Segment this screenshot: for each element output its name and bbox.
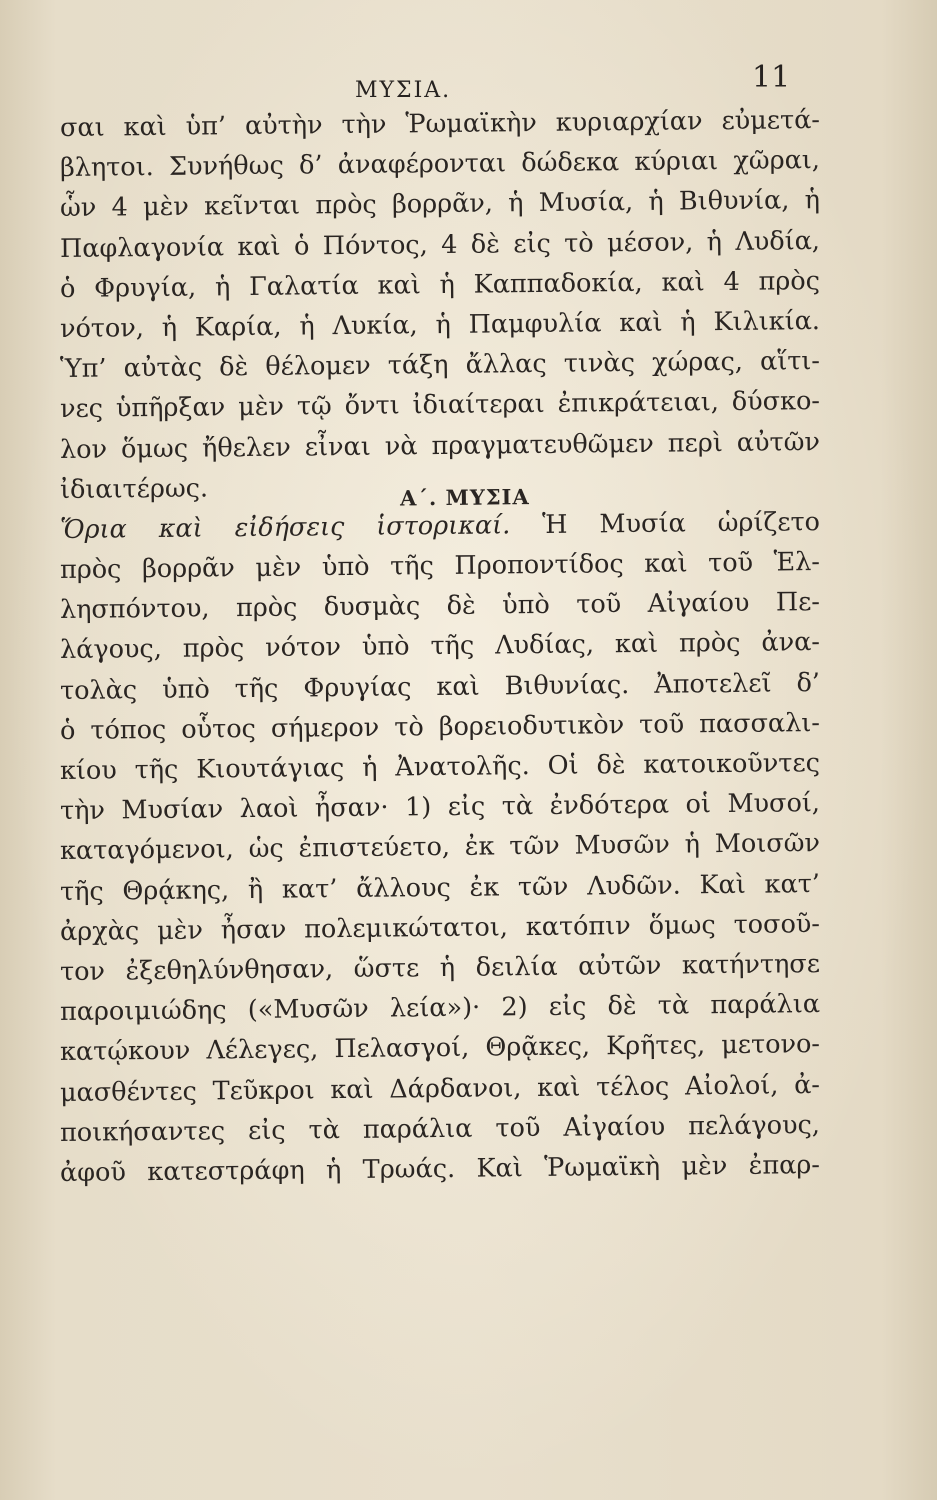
text-line: κίου τῆς Κιουτάγιας ἡ Ἀνατολῆς. Οἱ δὲ κατοικοῦντες: [59, 748, 821, 786]
text-line: καταγόμενοι, ὡς ἐπιστεύετο, ἐκ τῶν Μυσῶν ἡ Μοισῶν: [59, 828, 821, 867]
text-line: Παφλαγονία καὶ ὁ Πόντος, 4 δὲ εἰς τὸ μέσον, ἡ Λυδία,: [59, 225, 821, 264]
running-head: [0, 60, 937, 104]
text-line: λάγους, πρὸς νότον ὑπὸ τῆς Λυδίας, καὶ πρὸς ἀνα-: [59, 627, 821, 666]
text-line: ποικήσαντες εἰς τὰ παράλια τοῦ Αἰγαίου πελάγους,: [59, 1109, 821, 1148]
text-line: βλητοι. Συνήθως δ’ ἀναφέρονται δώδεκα κύριαι χῶραι,: [59, 145, 821, 184]
text-line: ἀφοῦ κατεστράφη ἡ Τρωάς. Καὶ Ῥωμαϊκὴ μὲν ἐπαρ-: [59, 1149, 821, 1188]
paragraph-end-text: ἰδιαιτέρως.: [59, 473, 209, 505]
text-line: Ὑπ’ αὐτὰς δὲ θέλομεν τάξη ἄλλας τινὰς χώρας, αἵτι-: [59, 346, 821, 385]
text-line: σαι καὶ ὑπ’ αὐτὴν τὴν Ῥωμαϊκὴν κυριαρχίαν εὐμετά-: [59, 105, 821, 143]
text-line: πρὸς βορρᾶν μὲν ὑπὸ τῆς Προποντίδος καὶ τοῦ Ἑλ-: [59, 547, 821, 586]
text-line: ὁ τόπος οὗτος σήμερον τὸ βορειοδυτικὸν τοῦ πασσαλι-: [59, 707, 821, 746]
text-line: ὁ Φρυγία, ἡ Γαλατία καὶ ἡ Καππαδοκία, καὶ 4 πρὸς: [59, 265, 821, 304]
text-line: τολὰς ὑπὸ τῆς Φρυγίας καὶ Βιθυνίας. Ἀποτελεῖ δ’: [59, 667, 821, 706]
text-line: ὧν 4 μὲν κεῖνται πρὸς βορρᾶν, ἡ Μυσία, ἡ Βιθυνία, ἡ: [59, 185, 821, 224]
text-line: ἀρχὰς μὲν ἦσαν πολεμικώτατοι, κατόπιν ὅμως τοσοῦ-: [59, 908, 821, 947]
text-line: κατῴκουν Λέλεγες, Πελασγοί, Θρᾷκες, Κρῆτες, μετονο-: [59, 1029, 821, 1068]
paragraph-lead-text: Ἡ Μυσία ὡρίζετο: [510, 506, 821, 541]
paragraph-lead-italic: Ὅρια καὶ εἰδήσεις ἱστορικαί.: [59, 510, 511, 545]
text-line: μασθέντες Τεῦκροι καὶ Δάρδανοι, καὶ τέλος Αἰολοί, ἀ-: [59, 1069, 821, 1108]
running-title: ΜΥΣΙΑ.: [355, 78, 452, 103]
text-line: νες ὑπῆρξαν μὲν τῷ ὄντι ἰδιαίτεραι ἐπικράτειαι, δύσκο-: [59, 386, 821, 425]
text-line: τον ἐξεθηλύνθησαν, ὥστε ἡ δειλία αὐτῶν κατήντησε: [59, 948, 821, 987]
text-line: λον ὅμως ἤθελεν εἶναι νὰ πραγματευθῶμεν περὶ αὐτῶν: [59, 426, 821, 465]
text-line: τῆς Θρᾴκης, ἢ κατ’ ἄλλους ἐκ τῶν Λυδῶν. Καὶ κατ’: [59, 868, 821, 907]
text-line: παροιμιώδης («Μυσῶν λεία»)· 2) εἰς δὲ τὰ παράλια: [59, 989, 821, 1028]
page-number: 11: [752, 60, 791, 95]
text-line: λησπόντου, πρὸς δυσμὰς δὲ ὑπὸ τοῦ Αἰγαίου Πε-: [59, 587, 821, 626]
body-text: [59, 105, 821, 1193]
text-line: τὴν Μυσίαν λαοὶ ἦσαν· 1) εἰς τὰ ἐνδότερα οἱ Μυσοί,: [59, 788, 821, 827]
section-heading: Α΄. ΜΥΣΙΑ: [399, 483, 530, 511]
text-line: νότον, ἡ Καρία, ἡ Λυκία, ἡ Παμφυλία καὶ ἡ Κιλικία.: [59, 305, 821, 344]
